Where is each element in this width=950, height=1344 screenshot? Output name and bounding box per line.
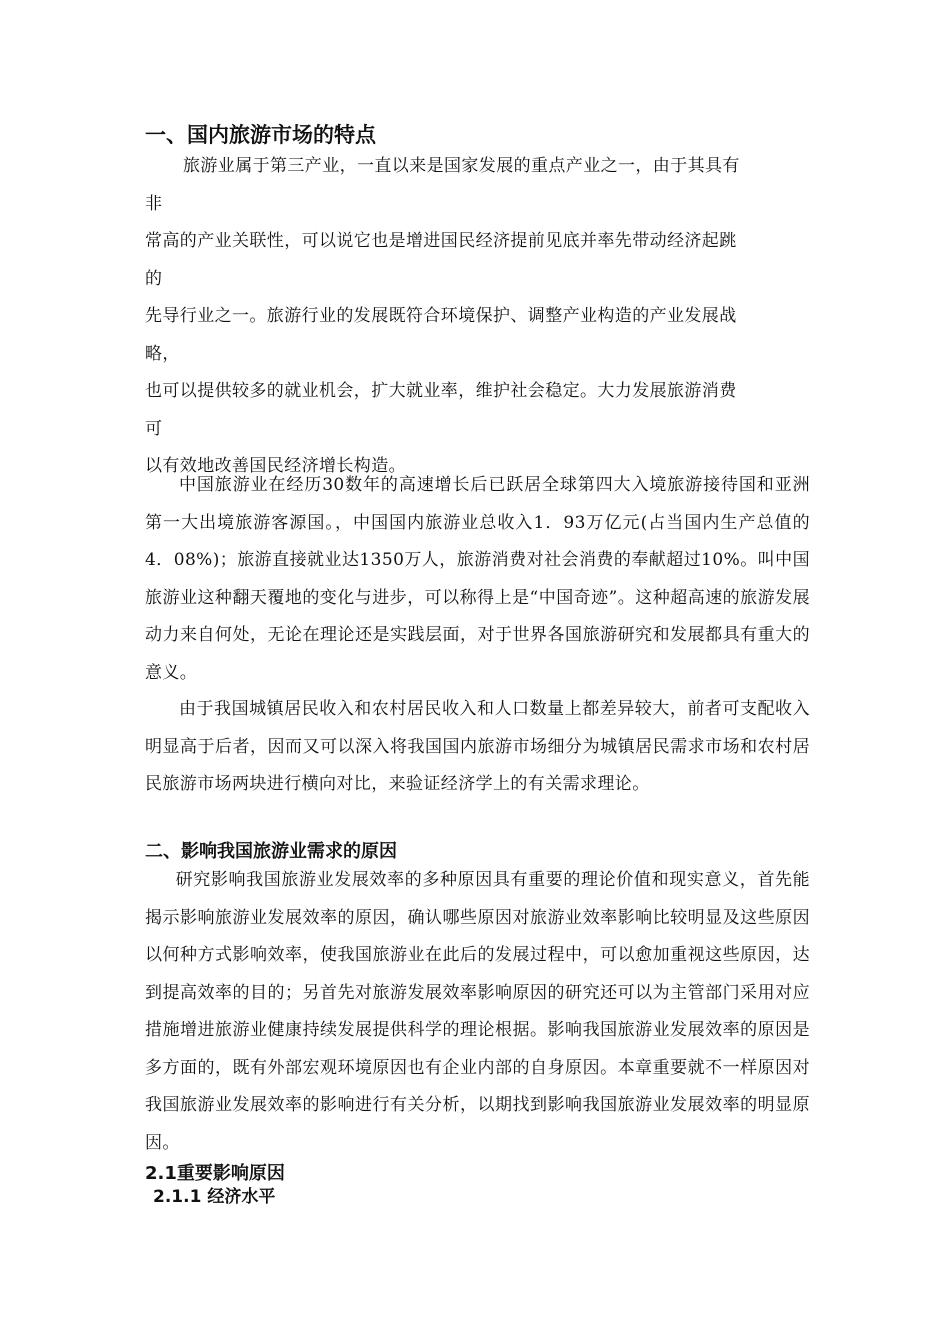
- paragraph-line: 非: [145, 193, 163, 214]
- paragraph-line: 可: [145, 418, 163, 439]
- paragraph-line: 也可以提供较多的就业机会，扩大就业率，维护社会稳定。大力发展旅游消费: [145, 381, 737, 401]
- subsection-heading: 2.1重要影响原因: [145, 1163, 285, 1184]
- paragraph-line: 的: [145, 268, 163, 289]
- paragraph-line: 常高的产业关联性，可以说它也是增进国民经济提前见底并率先带动经济起跳: [145, 231, 737, 251]
- section-1-paragraph-3: 由于我国城镇居民收入和农村居民收入和人口数量上都差异较大，前者可支配收入明显高于后者，因而又可以深入将我国国内旅游市场细分为城镇居民需求市场和农村居民旅游市场两块进行横向对比，来验证经济学上的有关需求理论。: [145, 699, 810, 794]
- section-1-paragraph-1: [145, 148, 810, 486]
- section-1-heading: 一、国内旅游市场的特点: [145, 123, 376, 147]
- section-2-heading: 二、影响我国旅游业需求的原因: [145, 841, 397, 862]
- subsubsection-heading: 2.1.1 经济水平: [153, 1187, 276, 1207]
- paragraph-line: 先导行业之一。旅游行业的发展既符合环境保护、调整产业构造的产业发展战: [145, 306, 737, 326]
- section-2-paragraph-1: 研究影响我国旅游业发展效率的多种原因具有重要的理论价值和现实意义，首先能揭示影响旅游业发展效率的原因，确认哪些原因对旅游业效率影响比较明显及这些原因以何种方式影响效率，使我国旅游业在此后的发展过程中，可以愈加重视这些原因，达到提高效率的目的；另首先对旅游发展效率影响原因的研究还可以为主管部门采用对应措施增进旅游业健康持续发展提供科学的理论根据。影响我国旅游业发展效率的原因是多方面的，既有外部宏观环境原因也有企业内部的自身原因。本章重要就不一样原因对我国旅游业发展效率的影响进行有关分析，以期找到影响我国旅游业发展效率的明显原因。: [145, 870, 810, 1153]
- paragraph-line: 旅游业属于第三产业，一直以来是国家发展的重点产业之一，由于其具有: [183, 156, 740, 176]
- section-1-paragraph-2: 中国旅游业在经历30数年的高速增长后已跃居全球第四大入境旅游接待国和亚洲第一大出境旅游客源国。，中国国内旅游业总收入1．93万亿元(占当国内生产总值的4．08%)；旅游直接就业达1350万人，旅游消费对社会消费的奉献超过10%。叫中国旅游业这种翻天覆地的变化与进步，可以称得上是“中国奇迹”。这种超高速的旅游发展动力来自何处，无论在理论还是实践层面，对于世界各国旅游研究和发展都具有重大的意义。: [145, 475, 810, 683]
- paragraph-line: 略，: [145, 343, 180, 364]
- paragraph-line: 以有效地改善国民经济增长构造。: [145, 456, 406, 476]
